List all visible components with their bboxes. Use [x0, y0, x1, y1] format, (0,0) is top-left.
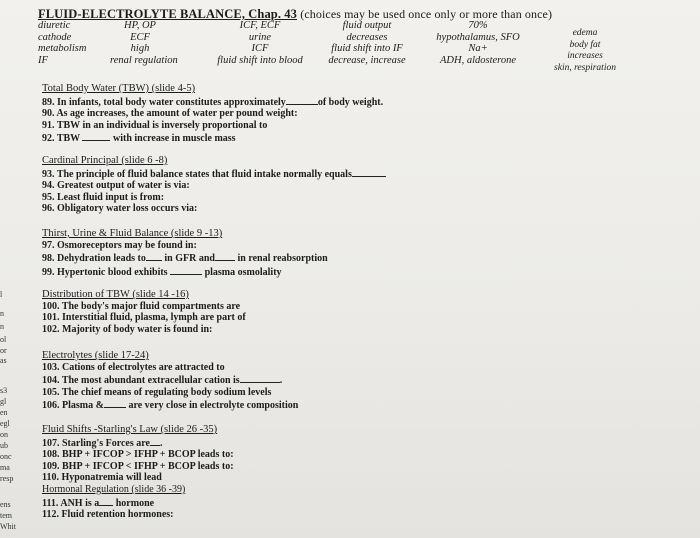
word-bank-col5 [433, 20, 523, 66]
edge-fragment: l [0, 290, 3, 299]
bank-item: urine [248, 31, 272, 43]
bank-item: cathode [38, 31, 72, 43]
edge-fragment: ol [0, 335, 7, 344]
question-104: 104. The most abundant extracellular cation is . [42, 375, 283, 387]
question-96: 96. Obligatory water loss occurs via: [42, 203, 198, 215]
answer-blank[interactable] [150, 436, 160, 446]
edge-fragment: ens [0, 500, 11, 509]
answer-blank[interactable] [99, 496, 113, 506]
question-109: 109. BHP + IFCOP < IFHP + BCOP leads to: [42, 460, 234, 472]
answer-blank[interactable] [146, 251, 162, 261]
edge-fragment: tem [0, 511, 12, 520]
question-91: 91. TBW in an individual is inversely proportional to [42, 119, 268, 131]
answer-blank[interactable] [215, 251, 235, 261]
word-bank-col4 [322, 20, 412, 66]
section-header: Fluid Shifts -Starling's Law (slide 26 -35) [42, 424, 218, 435]
section-fluid-shifts [42, 424, 234, 521]
edge-fragment: s3 [0, 386, 8, 395]
question-97: 97. Osmoreceptors may be found in: [42, 239, 197, 251]
edge-fragment: egl [0, 419, 10, 428]
bank-item: body fat [569, 39, 601, 50]
bank-item: renal regulation [110, 54, 178, 66]
section-header: Electrolytes (slide 17-24) [42, 350, 149, 361]
bank-item: Na+ [468, 43, 488, 54]
edge-fragment: ma [0, 463, 10, 472]
edge-fragment: Whit [0, 522, 16, 531]
question-111: 111. ANH is a hormone [42, 497, 155, 509]
edge-fragment: resp [0, 474, 14, 483]
section-cardinal-principal [42, 155, 386, 215]
bank-item: increases [567, 51, 603, 61]
bank-item: HP, OP [124, 20, 156, 31]
question-107: 107. Starling's Forces are . [42, 437, 163, 449]
section-thirst-urine [42, 228, 328, 278]
title-note: (choices may be used once only or more than once) [300, 7, 553, 21]
word-bank-col6 [537, 28, 633, 74]
word-bank-col2 [110, 20, 178, 66]
bank-item: hypothalamus, SFO [436, 31, 520, 43]
question-112: 112. Fluid retention hormones: [42, 509, 174, 521]
section-header: Thirst, Urine & Fluid Balance (slide 9 -13) [42, 228, 223, 239]
question-94: 94. Greatest output of water is via: [42, 180, 190, 192]
question-99: 99. Hypertonic blood exhibits plasma osmolality [42, 266, 282, 278]
edge-fragment: en [0, 408, 8, 417]
bank-item: fluid output [342, 20, 392, 31]
section-header: Total Body Water (TBW) (slide 4-5) [42, 83, 196, 94]
answer-blank[interactable] [82, 131, 110, 141]
answer-blank[interactable] [352, 167, 386, 177]
section-electrolytes [42, 350, 298, 412]
bank-item: diuretic [38, 20, 71, 31]
edge-fragment: n [0, 322, 4, 331]
question-105: 105. The chief means of regulating body sodium levels [42, 386, 272, 398]
question-110: 110. Hyponatremia will lead [42, 472, 162, 484]
bank-item: ICF [251, 43, 269, 54]
question-89: 89. In infants, total body water constitutes approximately of body weight. [42, 96, 384, 108]
edge-fragment: n [0, 309, 4, 318]
answer-blank[interactable] [286, 95, 318, 105]
bank-item: ICF, ECF [239, 20, 281, 31]
question-95: 95. Least fluid input is from: [42, 191, 165, 203]
answer-blank[interactable] [240, 373, 280, 383]
bank-item: fluid shift into blood [217, 54, 303, 66]
bank-item: metabolism [38, 43, 87, 54]
edge-fragment: ub [0, 441, 8, 450]
edge-fragment: gl [0, 397, 7, 406]
bank-item: ECF [130, 31, 150, 43]
edge-fragment: onc [0, 452, 12, 461]
bank-item: 70% [468, 20, 488, 31]
bank-item: IF [38, 54, 48, 66]
question-106: 106. Plasma & are very close in electrolyte composition [42, 400, 299, 412]
question-101: 101. Interstitial fluid, plasma, lymph are part of [42, 312, 246, 324]
question-103: 103. Cations of electrolytes are attracted to [42, 361, 225, 373]
bank-item: edema [572, 28, 598, 38]
bank-item: fluid shift into IF [331, 43, 403, 54]
word-bank-col3 [210, 20, 310, 66]
answer-blank[interactable] [170, 265, 202, 275]
title-heading: FLUID-ELECTROLYTE BALANCE, Chap. 43 [38, 7, 297, 21]
edge-fragment: as [0, 356, 7, 365]
answer-blank[interactable] [104, 398, 126, 408]
bank-item: decreases [346, 31, 388, 43]
question-93: 93. The principle of fluid balance states that fluid intake normally equals [42, 167, 386, 181]
section-header: Distribution of TBW (slide 14 -16) [42, 289, 189, 300]
bank-item: decrease, increase [328, 54, 406, 66]
question-108: 108. BHP + IFCOP > IFHP + BCOP leads to: [42, 449, 234, 461]
section-total-body-water [42, 83, 383, 145]
section-distribution [42, 289, 246, 335]
edge-fragment: or [0, 346, 7, 355]
word-bank-col1 [38, 20, 86, 66]
bank-item: skin, respiration [554, 62, 616, 73]
edge-fragment: on [0, 430, 8, 439]
bank-item: high [130, 43, 150, 54]
question-90: 90. As age increases, the amount of water per pound weight: [42, 108, 298, 120]
question-100: 100. The body's major fluid compartments are [42, 300, 241, 312]
bank-item: ADH, aldosterone [439, 54, 517, 66]
question-98: 98. Dehydration leads to in GFR and in renal reabsorption [42, 253, 328, 265]
question-102: 102. Majority of body water is found in: [42, 323, 213, 335]
question-92: 92. TBW with increase in muscle mass [42, 133, 236, 145]
section-header: Cardinal Principal (slide 6 -8) [42, 155, 168, 166]
hormonal-regulation-header: Hormonal Regulation (slide 36 -39) [42, 483, 186, 495]
